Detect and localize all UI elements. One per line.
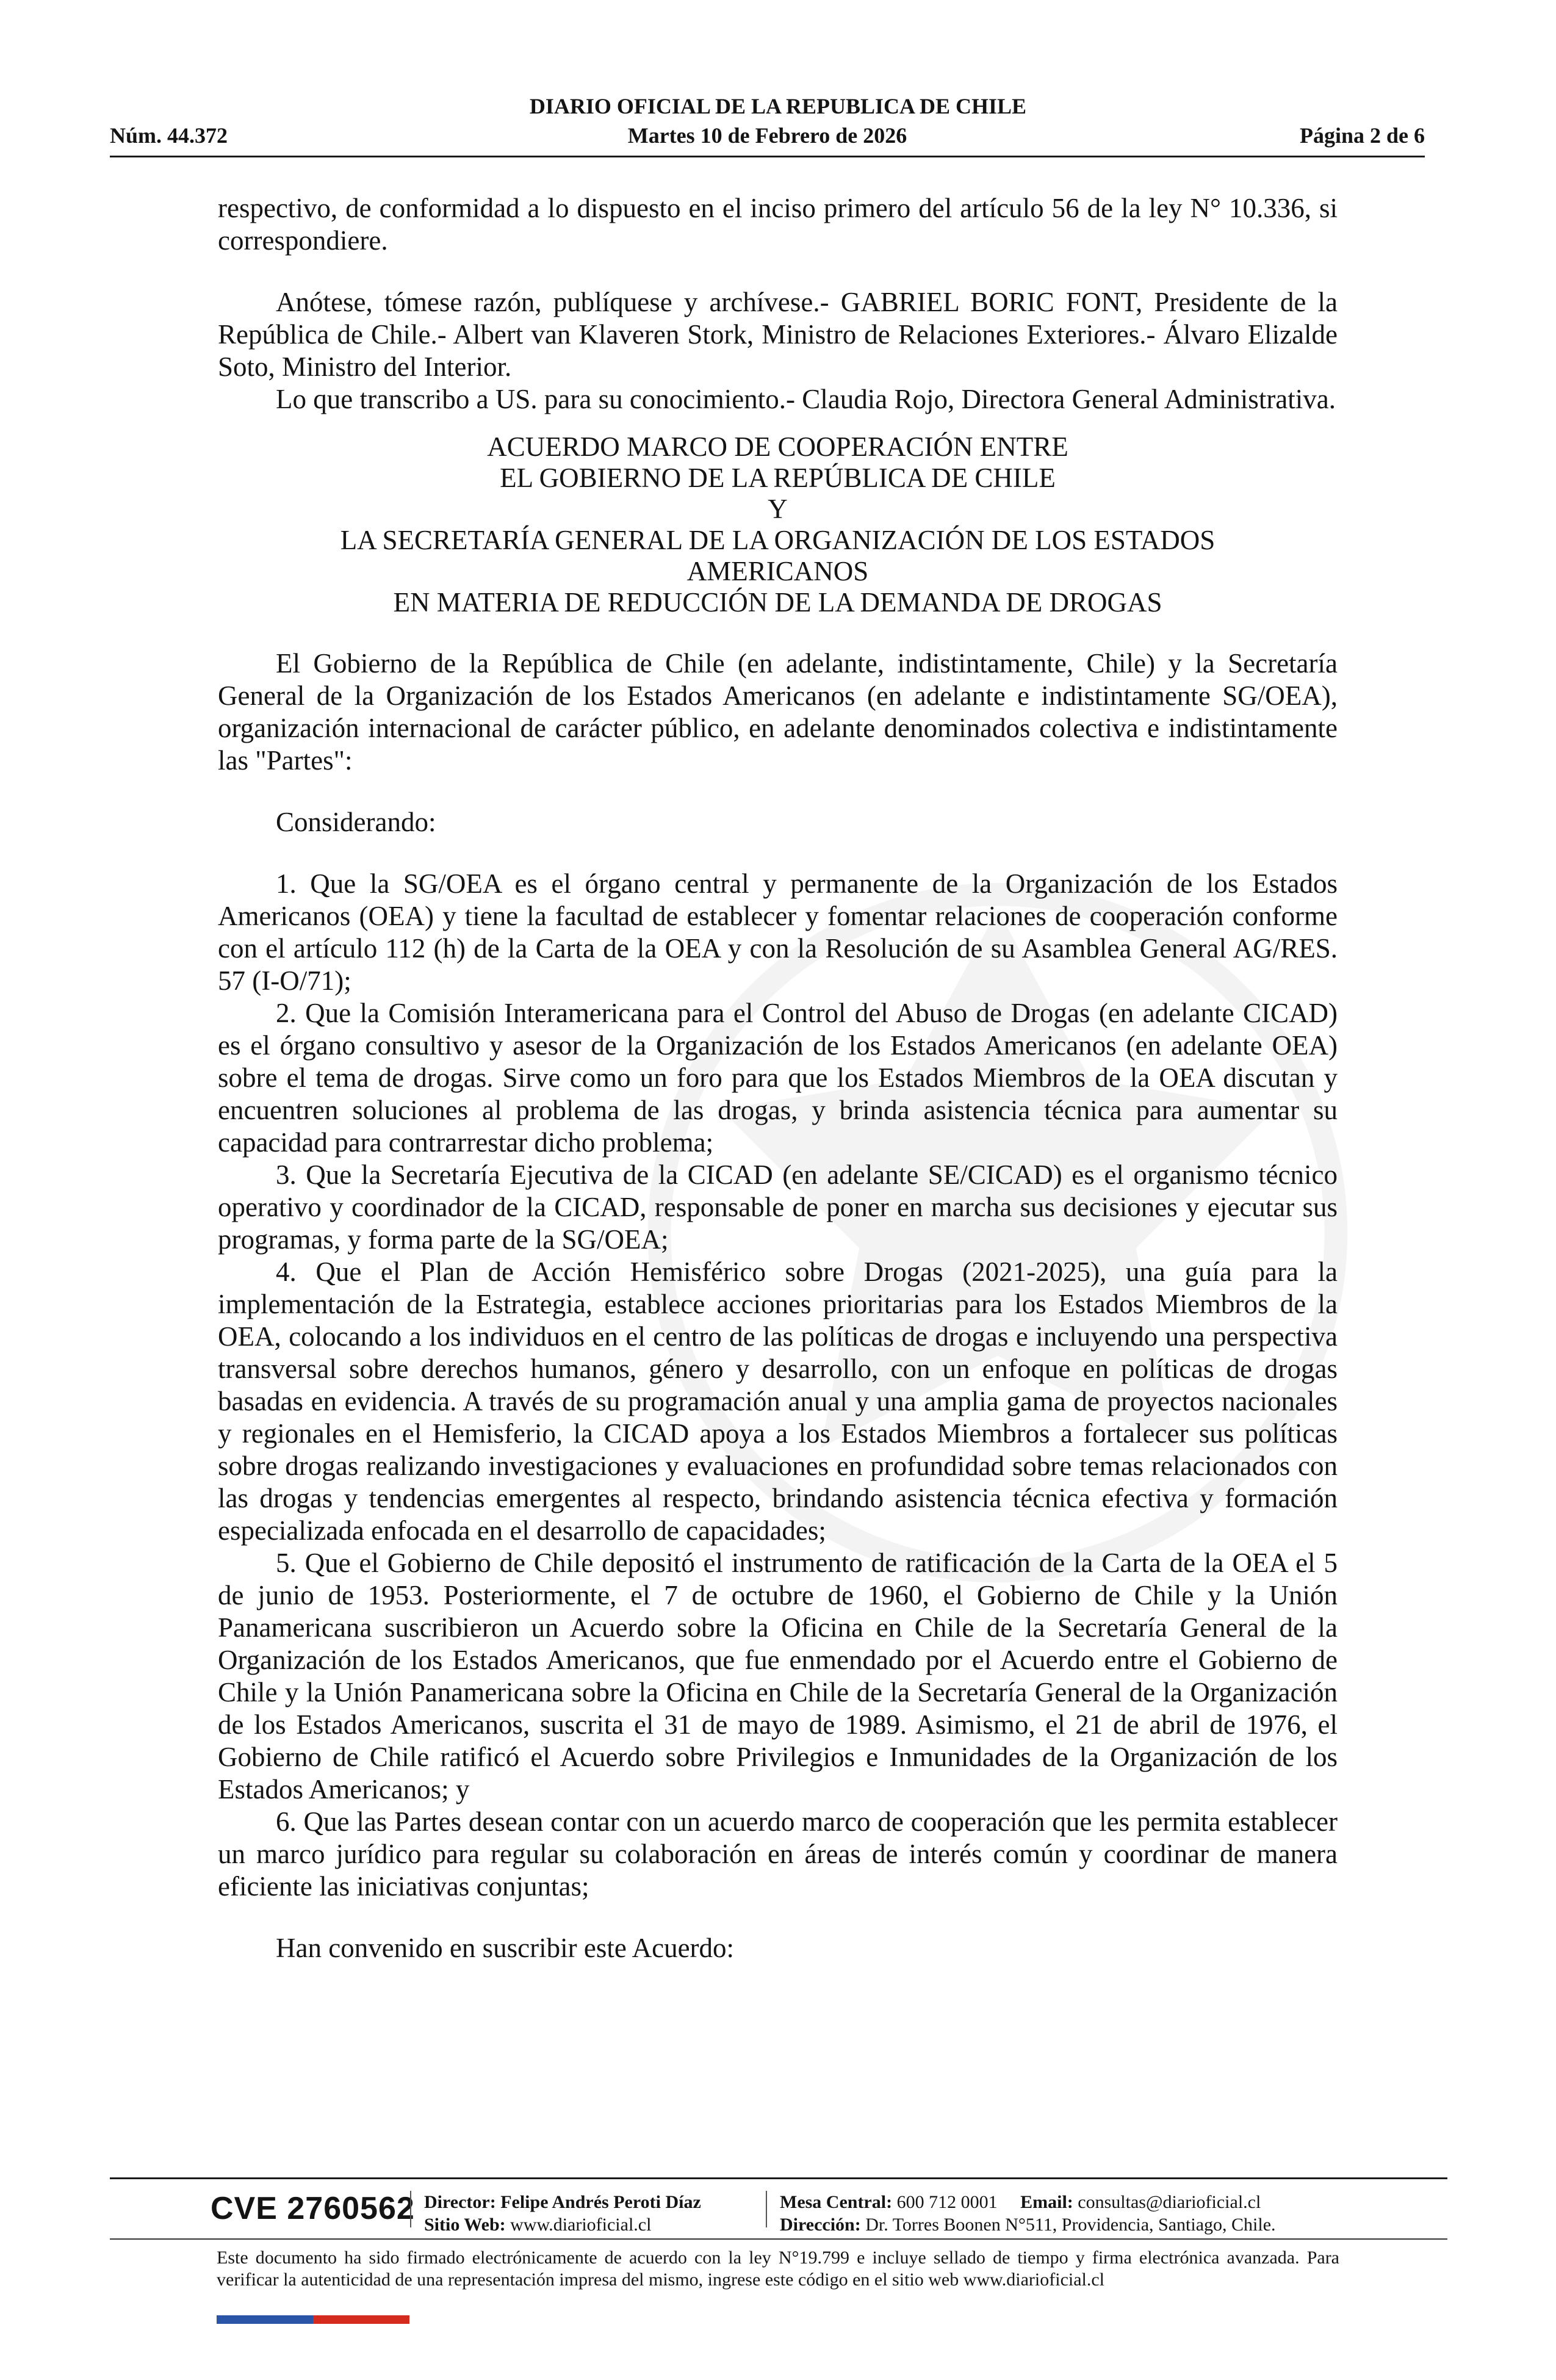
flag-stripe-blue	[217, 2315, 313, 2324]
site-label: Sitio Web:	[424, 2215, 506, 2235]
flag-stripe-red	[313, 2315, 409, 2324]
director-name: Felipe Andrés Peroti Díaz	[500, 2192, 701, 2212]
paragraph: El Gobierno de la República de Chile (en adelante, indistintamente, Chile) y la Secretaría General de la Organización de los Estados Americanos (en adelante e indistintamente SG/OEA), organización internacional de carácter público, en adelante denominados colectiva e indistintamente las "Partes":	[218, 648, 1338, 776]
header-row	[110, 121, 1425, 150]
signature-notice: Este documento ha sido firmado electrónicamente de acuerdo con la ley N°19.799 e incluye sellado de tiempo y firma electrónica avanzada. Para verificar la autenticidad de una representación impresa del mismo, ingrese este código en el sitio web www.diarioficial.cl	[217, 2248, 1339, 2290]
address-label: Dirección:	[780, 2215, 861, 2235]
footer-director-block	[424, 2191, 701, 2236]
title-line: EL GOBIERNO DE LA REPÚBLICA DE CHILE	[500, 463, 1056, 493]
title-line: ACUERDO MARCO DE COOPERACIÓN ENTRE	[487, 431, 1068, 462]
footer-divider-secondary	[110, 2238, 1447, 2240]
considerando-item: 1. Que la SG/OEA es el órgano central y permanente de la Organización de los Estados Americanos (OEA) y tiene la facultad de establecer y fomentar relaciones de cooperación conforme con el artículo 112 (h) de la Carta de la OEA y con la Resolución de su Asamblea General AG/RES. 57 (I-O/71);	[218, 868, 1338, 996]
document-body	[218, 192, 1338, 1964]
considerando-item: 4. Que el Plan de Acción Hemisférico sobre Drogas (2021-2025), una guía para la implementación de la Estrategia, establece acciones prioritarias para los Estados Miembros de la OEA, colocando a los individuos en el centro de las políticas de drogas e incluyendo una perspectiva transversal sobre derechos humanos, género y desarrollo, con un enfoque en políticas de drogas basadas en evidencia. A través de su programación anual y una amplia gama de proyectos nacionales y regionales en el Hemisferio, la CICAD apoya a los Estados Miembros a fortalecer sus políticas sobre drogas realizando investigaciones y evaluaciones en profundidad sobre temas relacionados con las drogas y tendencias emergentes al respecto, brindando asistencia técnica efectiva y formación especializada enfocada en el desarrollo de capacidades;	[218, 1257, 1338, 1546]
director-label: Director:	[424, 2192, 496, 2212]
address-value: Dr. Torres Boonen N°511, Providencia, Santiago, Chile.	[865, 2215, 1276, 2235]
title-line: Y	[768, 494, 788, 524]
page-indicator: Página 2 de 6	[1299, 123, 1425, 148]
title-line: EN MATERIA DE REDUCCIÓN DE LA DEMANDA DE DROGAS	[393, 587, 1162, 618]
email-label: Email:	[1020, 2192, 1073, 2212]
title-line: AMERICANOS	[686, 556, 869, 586]
mesa-label: Mesa Central:	[780, 2192, 893, 2212]
footer-separator	[766, 2191, 767, 2227]
considerando-item: 2. Que la Comisión Interamericana para el Control del Abuso de Drogas (en adelante CICAD) es el órgano consultivo y asesor de la Organización de los Estados Americanos (en adelante OEA) sobre el tema de drogas. Sirve como un foro para que los Estados Miembros de la OEA discutan y encuentren soluciones al problema de las drogas, y brinda asistencia técnica para aumentar su capacidad para contrarrestar dicho problema;	[218, 998, 1338, 1158]
cve-code: CVE 2760562	[211, 2191, 415, 2226]
site-link[interactable]: www.diarioficial.cl	[510, 2215, 652, 2235]
closing-statement: Han convenido en suscribir este Acuerdo:	[276, 1933, 735, 1963]
paragraph: respectivo, de conformidad a lo dispuesto en el inciso primero del artículo 56 de la ley N° 10.336, si correspondiere.	[218, 193, 1338, 256]
title-line: LA SECRETARÍA GENERAL DE LA ORGANIZACIÓN DE LOS ESTADOS	[340, 525, 1216, 555]
footer-contact-block	[780, 2191, 1276, 2236]
email-link[interactable]: consultas@diarioficial.cl	[1078, 2192, 1261, 2212]
paragraph: Anótese, tómese razón, publíquese y archívese.- GABRIEL BORIC FONT, Presidente de la República de Chile.- Albert van Klaveren Stork, Ministro de Relaciones Exteriores.- Álvaro Elizalde Soto, Ministro del Interior.	[218, 287, 1338, 382]
issue-number: Núm. 44.372	[110, 123, 228, 148]
header-divider	[110, 156, 1425, 157]
considerando-item: 3. Que la Secretaría Ejecutiva de la CICAD (en adelante SE/CICAD) es el organismo técnico operativo y coordinador de la CICAD, responsable de poner en marcha sus decisiones y ejecutar sus programas, y forma parte de la SG/OEA;	[218, 1159, 1338, 1255]
considerando-item: 5. Que el Gobierno de Chile depositó el instrumento de ratificación de la Carta de la OEA el 5 de junio de 1953. Posteriormente, el 7 de octubre de 1960, el Gobierno de Chile y la Unión Panamericana suscribieron un Acuerdo sobre la Oficina en Chile de la Secretaría General de la Organización de los Estados Americanos, que fue enmendado por el Acuerdo entre el Gobierno de Chile y la Unión Panamericana sobre la Oficina en Chile de la Secretaría General de la Organización de los Estados Americanos, suscrita el 31 de mayo de 1989. Asimismo, el 21 de abril de 1976, el Gobierno de Chile ratificó el Acuerdo sobre Privilegios e Inmunidades de la Organización de los Estados Americanos; y	[218, 1548, 1338, 1805]
footer-separator	[410, 2191, 411, 2227]
footer-divider	[110, 2177, 1447, 2179]
agreement-title	[218, 431, 1338, 618]
considerando-heading: Considerando:	[276, 807, 436, 837]
paragraph: Lo que transcribo a US. para su conocimiento.- Claudia Rojo, Directora General Administrativa.	[276, 384, 1336, 414]
considerando-item: 6. Que las Partes desean contar con un acuerdo marco de cooperación que les permita establecer un marco jurídico para regular su colaboración en áreas de interés común y coordinar de manera eficiente las iniciativas conjuntas;	[218, 1806, 1338, 1902]
mesa-phone: 600 712 0001	[896, 2192, 998, 2212]
newspaper-title: DIARIO OFICIAL DE LA REPUBLICA DE CHILE	[529, 94, 1027, 118]
issue-date: Martes 10 de Febrero de 2026	[627, 123, 907, 148]
